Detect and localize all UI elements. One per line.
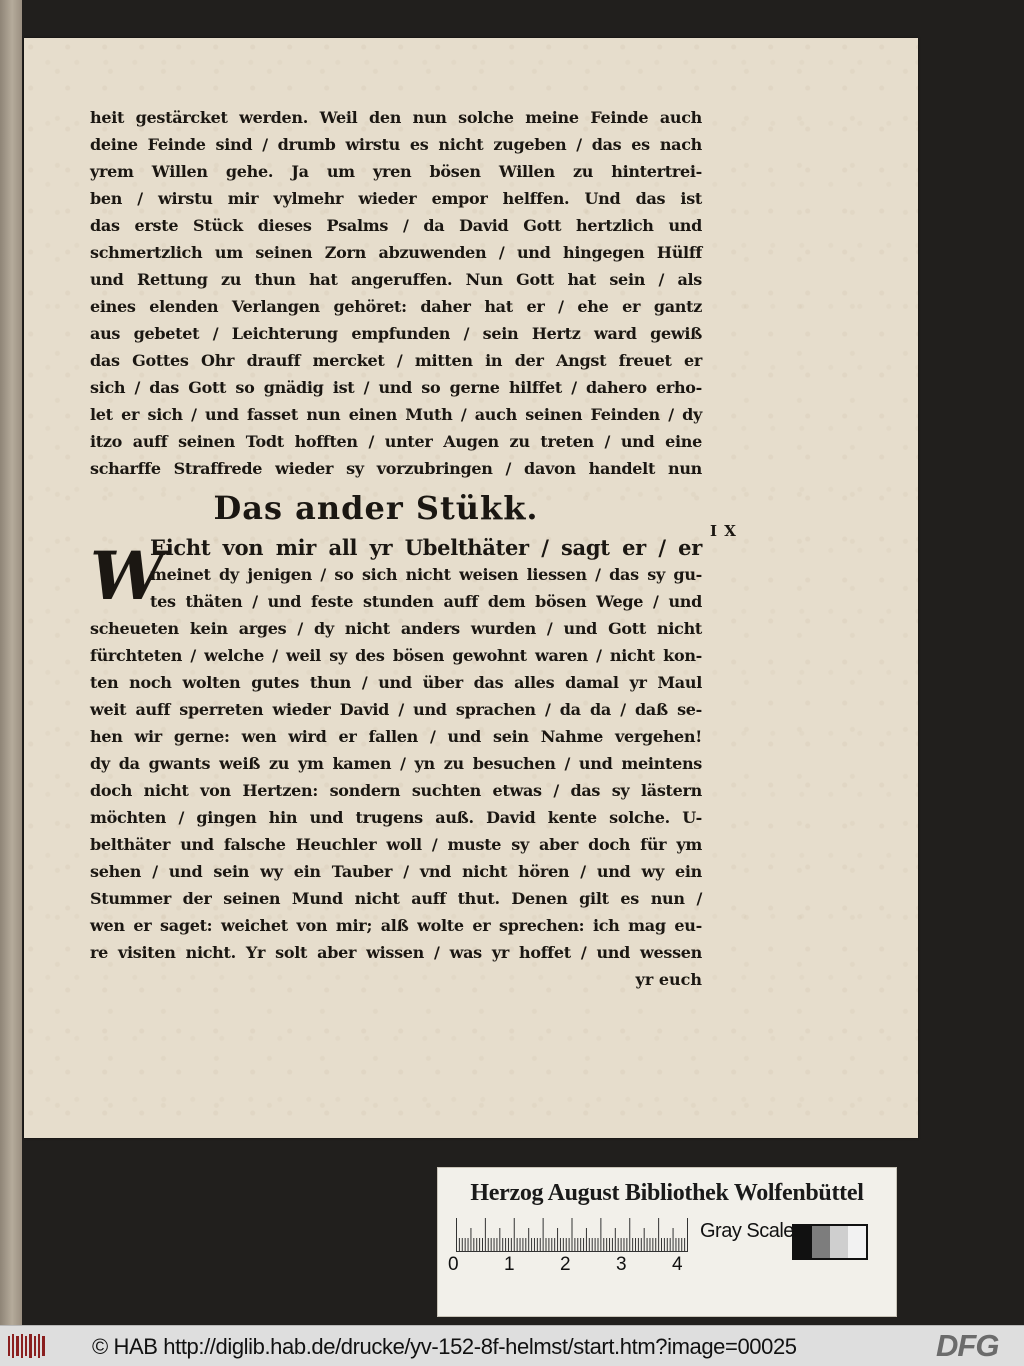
text-line: belthäter und falsche Heuchler woll / muste sy aber doch für ym	[90, 835, 702, 854]
text-line: re visiten nicht. Yr solt aber wissen / was yr hoffet / und wessen	[90, 943, 702, 962]
footer-bar	[0, 1325, 1024, 1366]
color-calibration-target	[437, 1167, 897, 1317]
scale-number: 3	[616, 1254, 627, 1275]
text-line: sehen / und sein wy ein Tauber / vnd nicht hören / und wy ein	[90, 862, 702, 881]
text-line: aus gebetet / Leichterung empfunden / sein Hertz ward gewiß	[90, 324, 702, 343]
gray-swatch	[848, 1226, 866, 1258]
gray-swatch	[794, 1226, 812, 1258]
text-line: möchten / gingen hin und trugens auß. David kente solche. U-	[90, 808, 702, 827]
drop-cap-initial: W	[90, 537, 165, 615]
text-line: schmertzlich um seinen Zorn abzuwenden / und hingegen Hülff	[90, 243, 702, 262]
text-line-opening: Eicht von mir all yr Ubelthäter / sagt er / er	[150, 535, 702, 560]
catchword: yr euch	[635, 970, 702, 989]
paragraph-part-one	[90, 104, 702, 482]
barcode-icon	[8, 1334, 48, 1358]
page-text-block	[90, 104, 702, 993]
footer-permalink[interactable]: © HAB http://diglib.hab.de/drucke/yv-152-8f-helmst/start.htm?image=00025	[92, 1334, 797, 1359]
gray-scale-bar	[792, 1224, 868, 1260]
text-line: deine Feinde sind / drumb wirstu es nicht zugeben / das es nach	[90, 135, 702, 154]
text-line: ben / wirstu mir vylmehr wieder empor helffen. Und das ist	[90, 189, 702, 208]
text-line: let er sich / und fasset nun einen Muth / auch seinen Feinden / dy	[90, 405, 702, 424]
text-line: weit auff sperreten wieder David / und sprachen / da da / daß se-	[90, 700, 702, 719]
text-line: dy da gwants weiß zu ym kamen / yn zu besuchen / und meintens	[90, 754, 702, 773]
text-line: scheueten kein arges / dy nicht anders wurden / und Gott nicht	[90, 619, 702, 638]
text-line: scharffe Straffrede wieder sy vorzubringen / davon handelt nun	[90, 459, 702, 478]
gray-scale-label: Gray Scale	[700, 1220, 794, 1242]
section-heading: Das ander Stükk.	[213, 489, 539, 527]
text-line: Stummer der seinen Mund nicht auff thut. Denen gilt es nun /	[90, 889, 702, 908]
dfg-logo: DFG	[936, 1328, 999, 1363]
text-line: und Rettung zu thun hat angeruffen. Nun Gott hat sein / als	[90, 270, 702, 289]
text-line: heit gestärcket werden. Weil den nun solche meine Feinde auch	[90, 108, 702, 127]
scale-ruler	[456, 1216, 688, 1252]
scale-number: 4	[672, 1254, 683, 1275]
scale-number: 1	[504, 1254, 515, 1275]
book-page	[24, 38, 918, 1138]
text-line: wen er saget: weichet von mir; alß wolte er sprechen: ich mag eu-	[90, 916, 702, 935]
margin-note: I X	[710, 522, 737, 540]
text-line: yrem Willen gehe. Ja um yren bösen Willen zu hintertrei-	[90, 162, 702, 181]
scale-number: 0	[448, 1254, 459, 1275]
text-line: sich / das Gott so gnädig ist / und so gerne hilffet / dahero erho-	[90, 378, 702, 397]
text-line: das Gottes Ohr drauff mercket / mitten in der Angst freuet er	[90, 351, 702, 370]
library-name: Herzog August Bibliothek Wolfenbüttel	[470, 1180, 864, 1206]
text-line: meinet dy jenigen / so sich nicht weisen liessen / das sy gu-	[150, 565, 702, 584]
text-line: eines elenden Verlangen gehöret: daher hat er / ehe er gantz	[90, 297, 702, 316]
text-line: fürchteten / welche / weil sy des bösen gewohnt waren / nicht kon-	[90, 646, 702, 665]
ruler-ticks	[456, 1216, 688, 1252]
previous-page-edge	[0, 0, 22, 1325]
text-line: das erste Stück dieses Psalms / da David Gott hertzlich und	[90, 216, 702, 235]
text-line: doch nicht von Hertzen: sondern suchten etwas / das sy lästern	[90, 781, 702, 800]
scale-number: 2	[560, 1254, 571, 1275]
paragraph-part-two	[90, 534, 702, 966]
gray-swatch	[830, 1226, 848, 1258]
text-line: ten noch wolten gutes thun / und über das alles damal yr Maul	[90, 673, 702, 692]
text-line: hen wir gerne: wen wird er fallen / und sein Nahme vergehen!	[90, 727, 702, 746]
text-line: tes thäten / und feste stunden auff dem bösen Wege / und	[150, 592, 702, 611]
scale-numbers	[448, 1254, 708, 1280]
gray-swatch	[812, 1226, 830, 1258]
text-line: itzo auff seinen Todt hofften / unter Augen zu treten / und eine	[90, 432, 702, 451]
